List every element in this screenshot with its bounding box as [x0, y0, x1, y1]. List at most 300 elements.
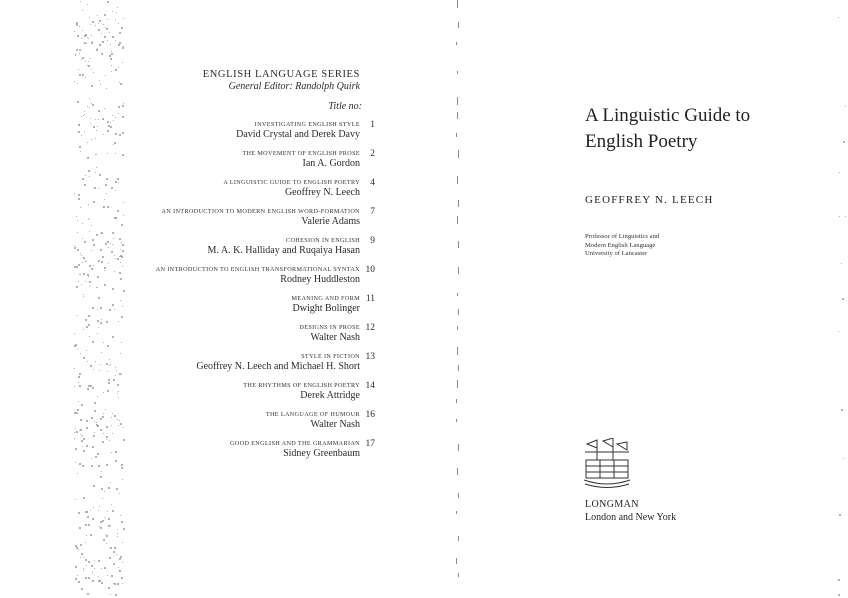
- scan-noise-dot: [75, 448, 77, 450]
- scan-noise-dot: [121, 374, 122, 375]
- scan-noise-dot: [87, 388, 89, 390]
- scan-noise-dot: [76, 412, 78, 414]
- scan-noise-dot: [79, 274, 80, 275]
- scan-noise-dot: [93, 72, 94, 73]
- scan-noise-dot: [83, 450, 85, 452]
- scan-noise-dot: [118, 182, 119, 183]
- scan-noise-dot: [89, 17, 90, 18]
- scan-noise-dot: [114, 255, 115, 256]
- series-entries: [150, 120, 375, 459]
- scan-noise-dot: [841, 263, 842, 264]
- scan-noise-dot: [93, 244, 95, 246]
- scan-noise-dot: [111, 417, 112, 418]
- scan-noise-dot: [106, 193, 107, 194]
- scan-noise-dot: [90, 24, 91, 25]
- scan-noise-dot: [80, 253, 81, 254]
- series-general-editor: General Editor: Randolph Quirk: [228, 81, 360, 92]
- scan-noise-dot: [98, 327, 99, 328]
- scan-noise-dot: [120, 423, 122, 425]
- scan-noise-dot: [103, 413, 104, 414]
- scan-noise-dot: [78, 376, 80, 378]
- scan-noise-dot: [92, 387, 94, 389]
- scan-noise-dot: [104, 270, 105, 271]
- scan-noise-dot: [76, 286, 78, 288]
- scan-noise-dot: [86, 445, 88, 447]
- scan-noise-dot: [111, 65, 112, 66]
- gutter-dash: [457, 112, 458, 119]
- scan-noise-dot: [81, 59, 82, 60]
- scan-noise-dot: [121, 242, 122, 243]
- scan-noise-dot: [103, 392, 104, 393]
- scan-noise-dot: [77, 315, 78, 316]
- scan-noise-dot: [115, 19, 116, 20]
- scan-noise-dot: [91, 268, 93, 270]
- scan-noise-dot: [123, 18, 124, 19]
- scan-noise-dot: [112, 11, 113, 12]
- scan-noise-dot: [109, 359, 110, 360]
- scan-noise-dot: [89, 231, 90, 232]
- scan-noise-dot: [82, 446, 83, 447]
- scan-noise-dot: [109, 488, 110, 489]
- gutter-dash: [458, 536, 459, 541]
- scan-noise-dot: [96, 167, 97, 168]
- scan-noise-dot: [89, 219, 90, 220]
- scan-noise-dot: [102, 520, 104, 522]
- series-entry-number: 7: [370, 207, 375, 217]
- scan-noise-dot: [115, 367, 116, 368]
- scan-noise-dot: [104, 199, 105, 200]
- scan-noise-dot: [82, 10, 83, 11]
- scan-noise-dot: [96, 234, 98, 236]
- scan-noise-dot: [100, 476, 102, 478]
- scan-noise-dot: [104, 267, 106, 269]
- scan-noise-dot: [117, 419, 118, 420]
- scan-noise-dot: [838, 594, 840, 596]
- scan-noise-dot: [120, 255, 122, 257]
- scan-noise-dot: [93, 265, 94, 266]
- scan-noise-dot: [74, 31, 75, 32]
- scan-noise-dot: [88, 65, 90, 67]
- scan-noise-dot: [91, 565, 93, 567]
- series-entry-title: STYLE IN FICTION: [301, 353, 360, 360]
- scan-noise-dot: [82, 74, 84, 76]
- scan-noise-dot: [106, 543, 107, 544]
- scan-noise-dot: [78, 124, 80, 126]
- scan-noise-dot: [84, 114, 85, 115]
- scan-noise-dot: [80, 544, 82, 546]
- scan-noise-dot: [109, 55, 111, 57]
- gutter-dash: [456, 133, 457, 137]
- scan-noise-dot: [104, 36, 106, 38]
- scan-noise-dot: [115, 153, 116, 154]
- scan-noise-dot: [74, 266, 76, 268]
- scan-noise-dot: [85, 511, 87, 513]
- scan-noise-dot: [93, 507, 94, 508]
- scan-noise-dot: [89, 265, 91, 267]
- scan-noise-dot: [78, 512, 80, 514]
- scan-noise-dot: [99, 174, 101, 176]
- scan-noise-dot: [74, 368, 75, 369]
- scan-noise-dot: [76, 216, 77, 217]
- scan-noise-dot: [94, 568, 95, 569]
- gutter-dash: [456, 419, 457, 422]
- scan-noise-dot: [120, 515, 121, 516]
- scan-noise-dot: [113, 379, 115, 381]
- scan-noise-left: [74, 0, 126, 598]
- scan-noise-dot: [98, 29, 100, 31]
- scan-noise-dot: [107, 19, 108, 20]
- scan-noise-dot: [108, 382, 110, 384]
- scan-noise-dot: [111, 425, 112, 426]
- scan-noise-dot: [99, 80, 100, 81]
- scan-noise-dot: [79, 53, 80, 54]
- scan-noise-dot: [98, 560, 100, 562]
- scan-noise-dot: [97, 320, 99, 322]
- scan-noise-dot: [75, 344, 77, 346]
- publisher-place: London and New York: [585, 512, 677, 523]
- title-no-label: Title no:: [328, 101, 362, 112]
- scan-noise-dot: [81, 284, 82, 285]
- scan-noise-dot: [77, 473, 78, 474]
- series-entry-author: Sidney Greenbaum: [283, 448, 360, 459]
- scan-noise-dot: [85, 281, 86, 282]
- scan-noise-dot: [107, 575, 108, 576]
- scan-noise-dot: [106, 535, 108, 537]
- scan-noise-dot: [118, 321, 119, 322]
- scan-noise-dot: [93, 485, 95, 487]
- scan-noise-dot: [75, 566, 77, 568]
- scan-noise-dot: [121, 27, 123, 29]
- series-entry-author: Walter Nash: [310, 332, 360, 343]
- scan-noise-dot: [119, 420, 120, 421]
- scan-noise-dot: [112, 510, 114, 512]
- scan-noise-dot: [112, 413, 113, 414]
- scan-noise-dot: [94, 410, 96, 412]
- scan-noise-dot: [117, 258, 119, 260]
- scan-noise-dot: [97, 276, 99, 278]
- scan-noise-dot: [74, 193, 75, 194]
- scan-noise-dot: [104, 491, 105, 492]
- book-title-line-1: A Linguistic Guide to: [585, 105, 751, 126]
- scan-noise-dot: [100, 322, 102, 324]
- scan-noise-dot: [115, 190, 116, 191]
- series-entry-number: 10: [365, 265, 375, 275]
- scan-noise-dot: [97, 48, 98, 49]
- scan-noise-dot: [82, 223, 83, 224]
- scan-noise-dot: [108, 518, 110, 520]
- scan-noise-dot: [85, 61, 86, 62]
- scan-noise-dot: [105, 75, 106, 76]
- scan-noise-dot: [120, 83, 122, 85]
- scan-noise-dot: [78, 194, 80, 196]
- series-entry: [150, 265, 375, 285]
- scan-noise-dot: [92, 518, 94, 520]
- scan-noise-dot: [111, 575, 113, 577]
- scan-noise-dot: [81, 255, 82, 256]
- scan-noise-dot: [102, 498, 103, 499]
- scan-noise-dot: [111, 187, 113, 189]
- scan-noise-dot: [98, 297, 100, 299]
- scan-noise-dot: [84, 131, 85, 132]
- scan-noise-dot: [89, 98, 90, 99]
- scan-noise-dot: [74, 438, 75, 439]
- gutter-dash: [456, 511, 457, 514]
- scan-noise-dot: [88, 561, 90, 563]
- scan-noise-dot: [98, 110, 100, 112]
- scan-noise-dot: [122, 47, 124, 49]
- scan-noise-dot: [92, 571, 93, 572]
- scan-noise-dot: [123, 202, 124, 203]
- scan-noise-dot: [122, 244, 124, 246]
- scan-noise-dot: [81, 588, 83, 590]
- scan-noise-dot: [86, 565, 87, 566]
- scan-noise-dot: [119, 238, 121, 240]
- series-entry: [150, 236, 375, 256]
- scan-noise-dot: [122, 266, 123, 267]
- scan-noise-dot: [115, 69, 117, 71]
- scan-noise-dot: [110, 364, 111, 365]
- scan-noise-dot: [86, 420, 88, 422]
- gutter-dash: [457, 293, 458, 296]
- scan-noise-dot: [842, 298, 844, 300]
- scan-noise-dot: [99, 20, 101, 22]
- scan-noise-dot: [112, 115, 113, 116]
- scan-noise-dot: [85, 577, 87, 579]
- scan-noise-dot: [79, 146, 81, 148]
- scan-noise-dot: [74, 432, 75, 433]
- scan-noise-dot: [83, 115, 84, 116]
- series-entry-title: MEANING AND FORM: [291, 295, 360, 302]
- scan-noise-dot: [108, 247, 109, 248]
- scan-noise-dot: [118, 425, 119, 426]
- scan-noise-dot: [107, 241, 109, 243]
- scan-noise-dot: [101, 261, 103, 263]
- scan-noise-dot: [107, 206, 109, 208]
- scan-noise-dot: [88, 170, 90, 172]
- scan-noise-dot: [104, 108, 105, 109]
- scan-noise-dot: [111, 51, 112, 52]
- scan-noise-dot: [122, 154, 124, 156]
- series-entry: [150, 149, 375, 169]
- scan-noise-dot: [99, 44, 101, 46]
- scan-noise-dot: [122, 542, 123, 543]
- gutter-dash: [457, 97, 458, 105]
- scan-noise-dot: [77, 83, 78, 84]
- scan-noise-dot: [117, 384, 119, 386]
- scan-noise-dot: [102, 441, 104, 443]
- scan-noise-dot: [96, 422, 97, 423]
- series-entry: [150, 207, 375, 227]
- scan-noise-dot: [83, 296, 84, 297]
- scan-noise-dot: [83, 497, 85, 499]
- scan-noise-dot: [86, 350, 87, 351]
- scan-noise-dot: [92, 307, 94, 309]
- scan-noise-dot: [97, 396, 98, 397]
- scan-noise-dot: [100, 84, 101, 85]
- scan-noise-dot: [102, 256, 104, 258]
- scan-noise-dot: [107, 40, 108, 41]
- scan-noise-right: [838, 0, 848, 598]
- scan-noise-dot: [80, 429, 82, 431]
- scan-noise-dot: [115, 117, 116, 118]
- scan-noise-dot: [113, 583, 114, 584]
- scan-noise-dot: [122, 562, 123, 563]
- scan-noise-dot: [91, 458, 92, 459]
- series-entry-number: 4: [370, 178, 375, 188]
- series-entry-author: Geoffrey N. Leech: [284, 187, 360, 198]
- scan-noise-dot: [120, 353, 121, 354]
- scan-noise-dot: [115, 375, 116, 376]
- affiliation-line-1: Professor of Linguistics and: [585, 233, 660, 240]
- scan-noise-dot: [88, 61, 89, 62]
- scan-noise-dot: [107, 130, 109, 132]
- scan-noise-dot: [93, 126, 95, 128]
- scan-noise-dot: [79, 49, 81, 51]
- scan-noise-dot: [111, 251, 113, 253]
- scan-noise-dot: [80, 274, 81, 275]
- scan-noise-dot: [83, 294, 84, 295]
- scan-noise-dot: [103, 207, 104, 208]
- gutter-dash: [458, 267, 459, 274]
- scan-noise-dot: [82, 30, 83, 31]
- scan-noise-dot: [92, 104, 94, 106]
- scan-noise-dot: [91, 250, 92, 251]
- scan-noise-dot: [81, 135, 82, 136]
- scan-noise-dot: [122, 479, 123, 480]
- scan-noise-dot: [106, 426, 108, 428]
- scan-noise-dot: [106, 439, 107, 440]
- scan-noise-dot: [90, 123, 91, 124]
- scan-noise-dot: [113, 551, 115, 553]
- scan-noise-dot: [118, 397, 119, 398]
- scan-noise-dot: [122, 62, 123, 63]
- series-list-page: [150, 68, 375, 468]
- series-entry-author: Derek Attridge: [300, 390, 360, 401]
- scan-noise-dot: [113, 120, 114, 121]
- scan-noise-dot: [122, 116, 124, 118]
- scan-noise-dot: [121, 577, 123, 579]
- scan-noise-dot: [106, 88, 107, 89]
- gutter-dash: [457, 176, 458, 184]
- scan-noise-dot: [113, 563, 115, 565]
- scan-noise-dot: [97, 309, 98, 310]
- scan-noise-dot: [841, 409, 843, 411]
- scan-noise-dot: [90, 58, 91, 59]
- scan-noise-dot: [85, 524, 87, 526]
- scan-noise-dot: [101, 232, 103, 234]
- gutter-dash: [456, 42, 457, 45]
- scan-noise-dot: [107, 153, 108, 154]
- scan-noise-dot: [110, 58, 112, 60]
- scan-noise-dot: [89, 336, 90, 337]
- scan-noise-dot: [88, 38, 89, 39]
- scan-noise-dot: [77, 220, 78, 221]
- series-entry-number: 14: [365, 381, 375, 391]
- scan-noise-dot: [112, 336, 114, 338]
- scan-noise-dot: [115, 181, 117, 183]
- scan-noise-dot: [121, 224, 123, 226]
- scan-noise-dot: [113, 238, 114, 239]
- scan-noise-dot: [87, 106, 88, 107]
- scan-noise-dot: [118, 23, 119, 24]
- scan-noise-dot: [74, 386, 75, 387]
- scan-noise-dot: [97, 287, 98, 288]
- scan-noise-dot: [119, 570, 121, 572]
- scan-noise-dot: [121, 464, 123, 466]
- scan-noise-dot: [109, 32, 110, 33]
- scan-noise-dot: [90, 365, 92, 367]
- scan-noise-dot: [104, 284, 106, 286]
- scan-noise-dot: [79, 463, 81, 465]
- scan-noise-dot: [122, 105, 124, 107]
- scan-noise-dot: [83, 273, 85, 275]
- scan-noise-dot: [107, 1, 109, 3]
- gutter-dash: [458, 365, 459, 371]
- scan-noise-dot: [86, 535, 87, 536]
- scan-noise-dot: [843, 141, 845, 143]
- scan-noise-dot: [106, 464, 108, 466]
- scan-noise-dot: [839, 514, 841, 516]
- scan-noise-dot: [86, 43, 87, 44]
- gutter-dash: [457, 347, 458, 355]
- scan-noise-dot: [90, 118, 91, 119]
- scan-noise-dot: [85, 175, 86, 176]
- scan-noise-dot: [82, 465, 84, 467]
- scan-noise-dot: [106, 321, 108, 323]
- scan-noise-dot: [107, 345, 109, 347]
- scan-noise-dot: [108, 379, 110, 381]
- scan-noise-dot: [91, 465, 93, 467]
- scan-noise-dot: [100, 364, 101, 365]
- scan-noise-dot: [90, 285, 91, 286]
- scan-noise-dot: [99, 370, 100, 371]
- scan-noise-dot: [845, 216, 846, 217]
- gutter-dash: [457, 326, 458, 330]
- scan-noise-dot: [98, 576, 99, 577]
- gutter-dash: [457, 71, 458, 74]
- scan-noise-dot: [94, 187, 96, 189]
- scan-noise-dot: [93, 369, 94, 370]
- scan-noise-dot: [100, 527, 102, 529]
- gutter-dash: [458, 493, 459, 498]
- scan-noise-dot: [77, 35, 79, 37]
- scan-noise-dot: [106, 363, 108, 365]
- scan-noise-dot: [79, 385, 81, 387]
- scan-noise-dot: [838, 17, 839, 18]
- scan-noise-dot: [74, 333, 75, 334]
- scan-noise-dot: [99, 526, 100, 527]
- scan-noise-dot: [97, 333, 98, 334]
- scan-noise-dot: [105, 534, 106, 535]
- scan-noise-dot: [112, 232, 114, 234]
- scan-noise-dot: [117, 536, 118, 537]
- scan-noise-dot: [115, 258, 116, 259]
- scan-noise-dot: [97, 453, 99, 455]
- scan-noise-dot: [117, 583, 119, 585]
- gutter-dash: [457, 0, 458, 8]
- scan-noise-dot: [122, 250, 124, 252]
- scan-noise-dot: [83, 570, 84, 571]
- scan-noise-dot: [80, 1, 81, 2]
- scan-noise-dot: [101, 471, 102, 472]
- scan-noise-dot: [80, 557, 81, 558]
- scan-noise-dot: [110, 594, 111, 595]
- scan-noise-dot: [89, 281, 91, 283]
- series-entry-title: GOOD ENGLISH AND THE GRAMMARIAN: [229, 440, 360, 447]
- scan-noise-dot: [102, 118, 104, 120]
- scan-noise-dot: [76, 24, 78, 26]
- scan-noise-dot: [78, 581, 80, 583]
